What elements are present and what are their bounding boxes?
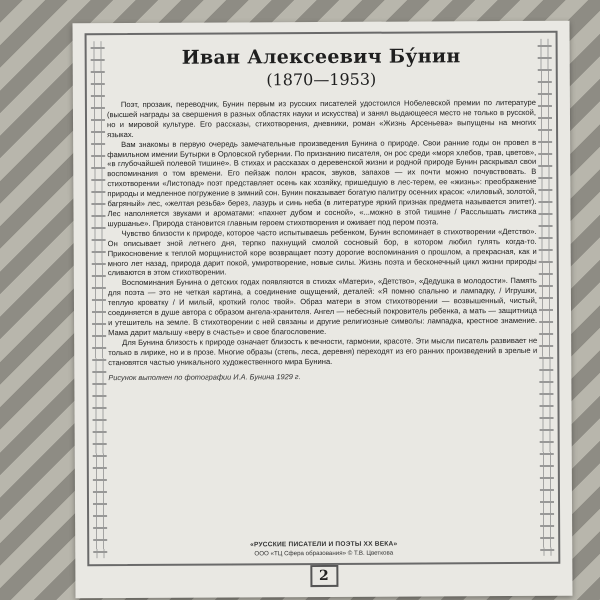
paragraph: Поэт, прозаик, переводчик, Бунин первым из русских писателей удостоился Нобелевской премии по литературе (высшей награды за свершения в разных областях науки и искусства) и занял выдающееся место не только в русской, но и мировой культуре. Его рассказы, стихотворения, дневники, роман «Жизнь Арсеньева» выпущены на многих языках. <box>106 97 537 139</box>
paragraph: Вам знакомы в первую очередь замечательные произведения Бунина о природе. Свои ранние годы он провел в фамильном имении Бутырки в Орловской губернии. По признанию писателя, он рос среди «моря хлебов, трав, цветов», «в глубочайшей полевой тишине». В стихах и рассказах о деревенской жизни и родной природе Бунин раскрывал свои воспоминания о том времени. Его пейзаж полон красок, звуков, запахов — их почти можно почувствовать. В стихотворении «Листопад» поэт представляет осень как хозяйку, пришедшую в лес-терем, ее «жизнь»: преображение природы и медленное погружение в зимний сон. Бунин показывает богатую палитру осенних красок: «лиловый, золотой, багряный» лес, «желтая резьба» берез, лазурь и синь неба (в литературе яркий признак предмета называется эпитет). Лес наполняется звуками и ароматами: «пахнет дубом и сосной», «...можно в этой тишине / Расслышать листика шуршанье». Природа становится главным героем стихотворения и оживает под пером поэта. <box>107 137 537 228</box>
publisher-line: ООО «ТЦ Сфера образования» © Т.В. Цветкова <box>254 549 394 558</box>
photo-caption: Рисунок выполнен по фотографии И.А. Бунина 1929 г. <box>108 372 301 383</box>
series-title: «РУССКИЕ ПИСАТЕЛИ И ПОЭТЫ XX ВЕКА» <box>250 540 398 549</box>
life-dates: (1870—1953) <box>266 69 377 90</box>
info-card <box>72 21 572 599</box>
card-content <box>107 45 539 562</box>
paragraph: Чувство близости к природе, которое часто испытываешь ребенком, Бунин вспоминает в стихотворении «Детство». Он описывает зной летнего дня, терпко пахнущий смолой сосновый бор, в котором любил гулять когда-то. Прикосновение к теплой морщинистой коре возвращает поэту дорогие воспоминания о прошлом, а прекрасная, как и много лет назад, природа дарит покой, умиротворение, новые силы. Жизнь поэта и бесконечный цикл жизни природы сливаются в этом стихотворении. <box>107 226 537 278</box>
left-ornament <box>91 41 108 558</box>
right-ornament <box>538 39 555 556</box>
page-number: 2 <box>310 565 338 587</box>
paragraph: Воспоминания Бунина о детских годах появляются в стихах «Матери», «Детство», «Дедушка в молодости». Память для поэта — это не четкая картина, а соединение ощущений, деталей: «Я помню спальню и лампадку, / Игрушки, теплую кроватку / И милый, кроткий голос твой». Образ матери в этом стихотворении — возвышенный, чистый, соединяется в душе автора с образом ангела-хранителя. Ангел — небесный покровитель ребенка, а мать — защитница и утешитель на земле. В стихотворении с ней связаны и другие религиозные символы: лампадка, крестное знамение. Мама дарит малышу «веру в счастье» и свое благословение. <box>107 276 538 337</box>
paragraph: Для Бунина близость к природе означает близость к вечности, гармонии, красоте. Эти мысли писатель развивает не только в лирике, но и в прозе. Многие образы (степь, леса, деревня) переходят из его ранних произведений в зрелые и становятся частью уникального художественного мира Бунина. <box>108 335 538 367</box>
body-text <box>107 98 537 368</box>
page-title: Иван Алексеевич Бу́нин <box>181 45 461 69</box>
footer <box>75 540 572 559</box>
